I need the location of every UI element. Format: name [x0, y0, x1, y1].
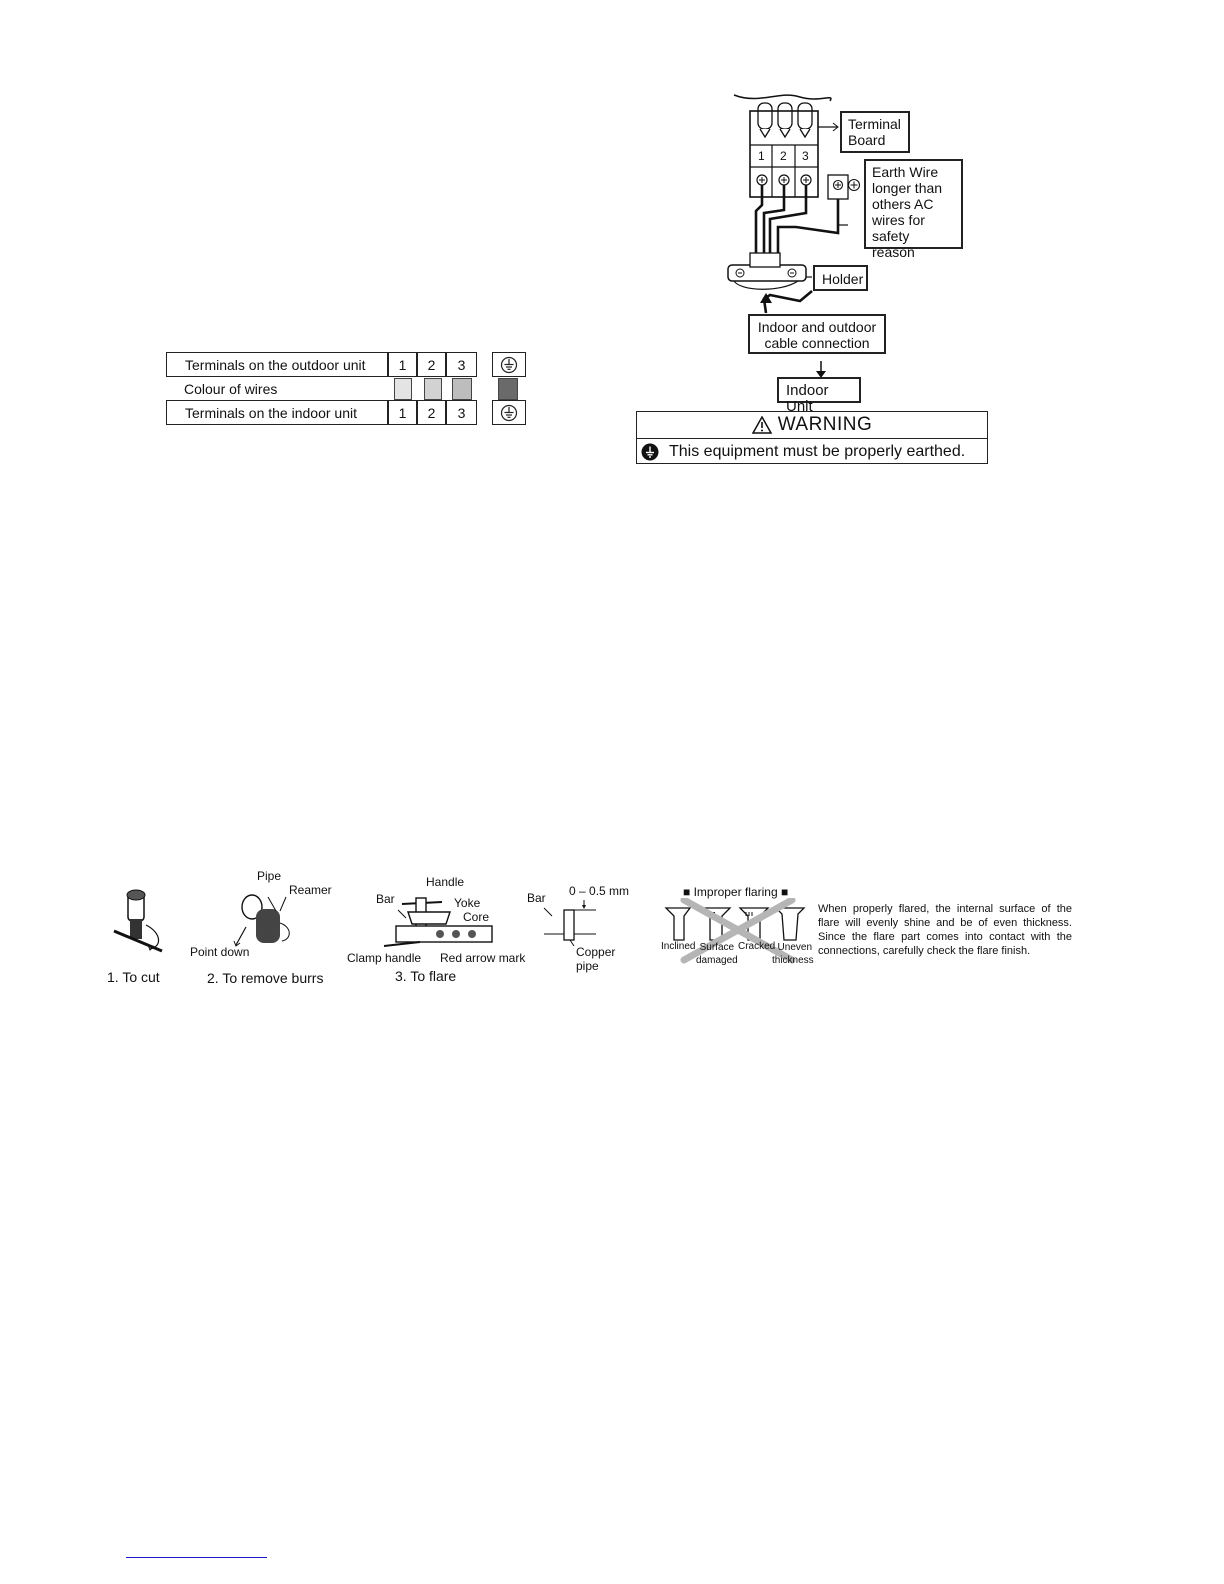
- footer-link-underline[interactable]: [126, 1557, 267, 1558]
- terminal-number-labels: [752, 148, 818, 166]
- step-to-flare: 3. To flare: [395, 968, 457, 984]
- handle-label: Handle: [426, 875, 465, 889]
- terminal-number-3: 3: [802, 149, 809, 163]
- warning-box: [636, 411, 988, 464]
- cable-connection-label: Indoor and outdoor cable connection: [748, 314, 886, 354]
- wire-colour-2: [424, 378, 442, 400]
- core-label: Core: [463, 910, 490, 924]
- warning-triangle-icon: [752, 416, 772, 434]
- wire-colour-3: [452, 378, 472, 400]
- indoor-terminal-1: 1: [388, 400, 417, 425]
- wire-colour-1: [394, 378, 412, 400]
- uneven-thickness-label: Uneven thickness: [772, 942, 814, 966]
- terminal-number-1: 1: [758, 149, 765, 163]
- bar-detail-label: Bar: [527, 891, 546, 905]
- earth-wire-note: Earth Wire longer than others AC wires for safety reason: [864, 159, 963, 249]
- step-to-cut: 1. To cut: [107, 969, 160, 985]
- outdoor-earth-cell: [492, 352, 526, 377]
- terminal-board-label: Terminal Board: [840, 111, 910, 153]
- outdoor-terminal-1: 1: [388, 352, 417, 377]
- warning-message-row: This equipment must be properly earthed.: [637, 439, 987, 464]
- flare-finish-note: When properly flared, the internal surface of the flare will evenly shine and be of even thickness. Since the flare part comes into contact with the connections, carefully check the flare finish.: [818, 903, 1072, 957]
- holder-label: Holder: [813, 265, 868, 291]
- terminal-number-2: 2: [780, 149, 787, 163]
- bar-gap-detail: [540, 896, 600, 946]
- step-remove-burrs: 2. To remove burrs: [207, 970, 324, 986]
- surface-damaged-label: Surface damaged: [696, 942, 738, 966]
- bar-label: Bar: [376, 892, 395, 906]
- earth-ground-icon: [500, 356, 518, 374]
- improper-flaring-title: ■ Improper flaring ■: [683, 885, 789, 899]
- row-colour-label: Colour of wires: [184, 381, 278, 397]
- earth-ground-icon: [500, 404, 518, 422]
- warning-title: WARNING: [637, 412, 987, 439]
- yoke-label: Yoke: [454, 896, 481, 910]
- outdoor-terminal-2: 2: [417, 352, 446, 377]
- earth-mandatory-icon: [641, 443, 659, 461]
- earth-wire-colour: [498, 378, 518, 400]
- point-down-label: Point down: [190, 945, 250, 959]
- gap-label: 0 – 0.5 mm: [569, 884, 630, 898]
- pipe-cutter-illustration: [110, 885, 170, 965]
- pipe-label: Pipe: [257, 869, 282, 883]
- row-indoor-label: Terminals on the indoor unit: [166, 400, 388, 425]
- inclined-label: Inclined: [661, 941, 696, 952]
- indoor-terminal-2: 2: [417, 400, 446, 425]
- cracked-label: Cracked: [738, 941, 776, 952]
- clamp-handle-label: Clamp handle: [347, 951, 422, 965]
- indoor-earth-cell: [492, 400, 526, 425]
- red-arrow-mark-label: Red arrow mark: [440, 951, 526, 965]
- copper-pipe-label: Copper pipe: [576, 945, 616, 973]
- row-outdoor-label: Terminals on the outdoor unit: [166, 352, 388, 377]
- reamer-label: Reamer: [289, 883, 332, 897]
- indoor-terminal-3: 3: [446, 400, 477, 425]
- outdoor-terminal-3: 3: [446, 352, 477, 377]
- indoor-unit-label: Indoor Unit: [777, 377, 861, 403]
